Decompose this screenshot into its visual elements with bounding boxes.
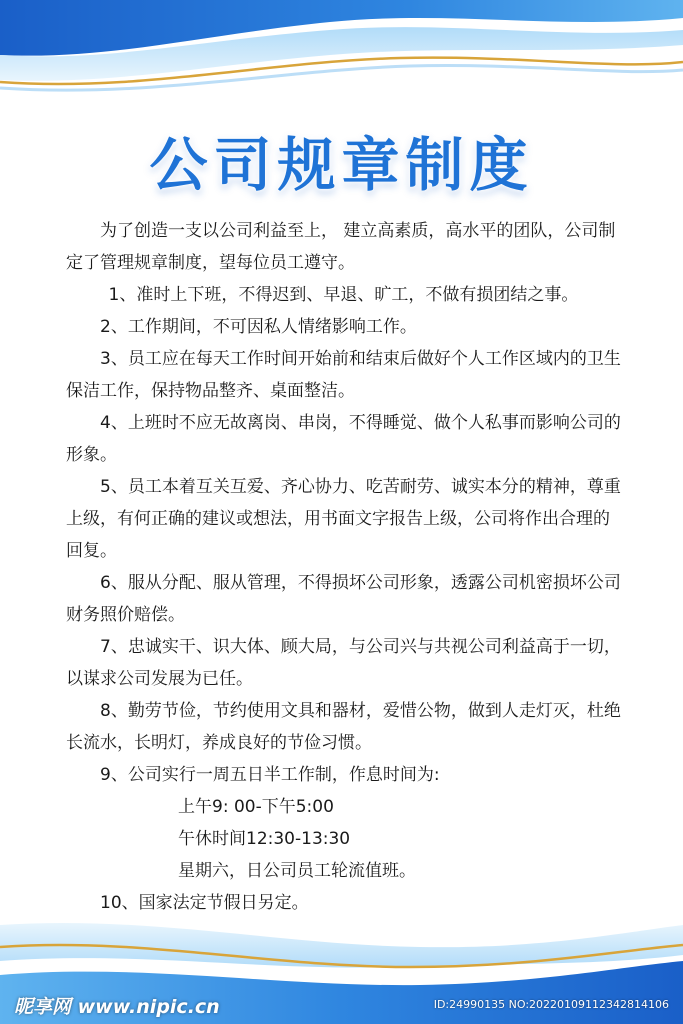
rule-6: 6、服从分配、服从管理，不得损坏公司形象，透露公司机密损坏公司财务照价赔偿。 bbox=[66, 573, 621, 625]
watermark-site: 昵享网 www.nipic.cn bbox=[14, 996, 220, 1018]
rule-8: 8、勤劳节俭，节约使用文具和器材，爱惜公物，做到人走灯灭，杜绝长流水，长明灯，养成良好的节俭习惯。 bbox=[66, 701, 621, 753]
rule-1: 1、准时上下班，不得迟到、早退、旷工，不做有损团结之事。 bbox=[108, 285, 579, 305]
regulations-body bbox=[66, 215, 626, 919]
rule-3: 3、员工应在每天工作时间开始前和结束后做好个人工作区域内的卫生保洁工作，保持物品整齐、桌面整洁。 bbox=[66, 349, 621, 401]
rule-9: 9、公司实行一周五日半工作制，作息时间为: bbox=[100, 765, 440, 785]
intro-paragraph: 为了创造一支以公司利益至上， 建立高素质，高水平的团队，公司制定了管理规章制度，望每位员工遵守。 bbox=[66, 221, 616, 273]
watermark bbox=[0, 988, 683, 1024]
page-title: 公司规章制度 bbox=[149, 131, 534, 199]
rule-4: 4、上班时不应无故离岗、串岗，不得睡觉、做个人私事而影响公司的形象。 bbox=[66, 413, 621, 465]
rule-10: 10、国家法定节假日另定。 bbox=[100, 893, 309, 913]
schedule-line-2: 午休时间12:30-13:30 bbox=[178, 829, 351, 849]
schedule-line-1: 上午9: 00-下午5:00 bbox=[178, 797, 334, 817]
top-wave-decoration bbox=[0, 0, 683, 110]
schedule-line-3: 星期六，日公司员工轮流值班。 bbox=[178, 861, 416, 881]
rule-5: 5、员工本着互关互爱、齐心协力、吃苦耐劳、诚实本分的精神，尊重上级，有何正确的建议或想法，用书面文字报告上级，公司将作出合理的回复。 bbox=[66, 477, 621, 561]
rule-7: 7、忠诚实干、识大体、顾大局，与公司兴与共视公司利益高于一切，以谋求公司发展为已任。 bbox=[66, 637, 621, 689]
watermark-id: ID:24990135 NO:20220109112342814106 bbox=[433, 998, 669, 1011]
rule-2: 2、工作期间，不可因私人情绪影响工作。 bbox=[100, 317, 417, 337]
